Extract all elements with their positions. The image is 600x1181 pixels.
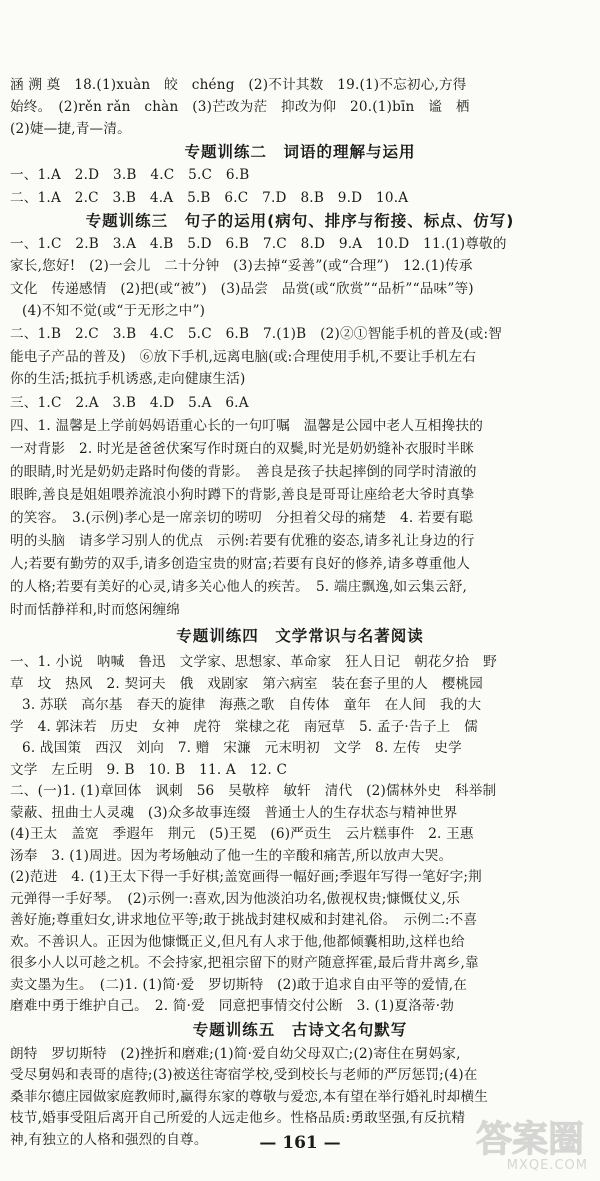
text-line: 卖文墨为生。 (二)1. (1)简·爱 罗切斯特 (2)敢于追求自由平等的爱情,在 — [10, 976, 468, 993]
text-line: 汤奉 3. (1)周进。因为考场触动了他一生的辛酸和痛苦,所以放声大哭。 — [10, 847, 453, 864]
text-line: (2)婕—捷,青—清。 — [10, 121, 131, 137]
text-line: 一、1. 小说 呐喊 鲁迅 文学家、思想家、革命家 狂人日记 朝花夕拾 野 — [10, 654, 497, 670]
text-line: 草 坟 热风 2. 契诃夫 俄 戏剧家 第六病室 装在套子里的人 樱桃园 — [10, 675, 484, 692]
text-line: (4)不知不觉(或“于无形之中”) — [22, 303, 206, 319]
text-line: 三、1.C 2.A 3.B 4.D 5.A 6.A — [10, 395, 249, 411]
text-line: 文化 传递感情 (2)把(或“被”) (3)品尝 品赏(或“欣赏”“品析”“品味”等) — [10, 281, 474, 297]
text-line: 家长,您好! (2)一会儿 二十分钟 (3)去掉“妥善”(或“合理”) 12.(1)传承 — [10, 258, 473, 274]
text-line: 很多小人以可趁之机。不会持家,把祖宗留下的财产随意挥霍,最后背井离乡,靠 — [10, 955, 479, 971]
text-line: 6. 战国策 西汉 刘向 7. 赠 宋濂 元末明初 文学 8. 左传 史学 — [22, 740, 462, 756]
text-line: 始终。 (2)rěn rǎn chàn (3)芒改为茫 抑改为仰 20.(1)bīn 谧 栖 — [10, 99, 470, 115]
text-line: 一、1.C 2.B 3.A 4.B 5.D 6.B 7.C 8.D 9.A 10.D 11.(1)尊敬的 — [10, 236, 507, 252]
text-line: 元弹得一手好琴。 (2)示例一:喜欢,因为他淡泊功名,傲视权贵;慷慨仗义,乐 — [10, 890, 460, 907]
text-line: 的眼睛,时光是奶奶走路时佝偻的背影。 善良是孩子扶起摔倒的同学时清澈的 — [10, 464, 477, 480]
text-line: 二、1.B 2.C 3.B 4.C 5.C 6.B 7.(1)B (2)②①智能手机的普及(或:智 — [10, 326, 503, 342]
text-line: (2)范进 4. (1)王太下得一手好棋;盖宽画得一幅好画;季遐年写得一笔好字;荆 — [10, 869, 482, 885]
text-line: 眼眸,善良是姐姐喂养流浪小狗时蹲下的背影,善良是哥哥让座给老大爷时真挚 — [10, 487, 475, 503]
watermark-logo — [438, 1111, 588, 1173]
text-line: 善好施;尊重妇女,讲求地位平等;敢于挑战封建权威和封建礼俗。 示例二:不喜 — [10, 912, 478, 928]
section-heading-4: 专题训练四 文学常识与名著阅读 — [176, 627, 424, 645]
text-line: 人;若要有勤劳的双手,请多创造宝贵的财富;若要有良好的修养,请多尊重他人 — [10, 556, 470, 572]
text-line: 二、1.A 2.C 3.B 4.A 5.B 6.C 7.D 8.B 9.D 10.A — [10, 190, 409, 206]
text-line: (4)王太 盖宽 季遐年 荆元 (5)王冕 (6)严贡生 云片糕事件 2. 王惠 — [10, 826, 474, 842]
text-line: 能电子产品的普及) ⑥放下手机,远离电脑(或:合理使用手机,不要让手机左右 — [10, 349, 477, 365]
text-line: 磨难中勇于维护自己。 2. 简·爱 同意把事情交付公断 3. (1)夏洛蒂·勃 — [10, 998, 455, 1014]
text-line: 明的头脑 请多学习别人的优点 示例:若要有优雅的姿态,请多礼让身边的行 — [10, 533, 475, 549]
text-line: 四、1. 温馨是上学前妈妈语重心长的一句叮嘱 温馨是公园中老人互相搀扶的 — [10, 418, 484, 434]
page-number: — 161 — — [259, 1133, 341, 1153]
text-line: 欢。不善识人。正因为他慷慨正义,但凡有人求于他,他都倾囊相助,这样也给 — [10, 933, 465, 950]
text-line: 的笑容。 3.(示例)孝心是一席亲切的唠叨 分担着父母的痛楚 4. 若要有聪 — [10, 510, 474, 526]
text-line: 二、(一)1. (1)章回体 讽刺 56 吴敬梓 敏轩 清代 (2)儒林外史 科举制 — [10, 783, 497, 799]
text-line: 一、1.A 2.D 3.B 4.C 5.C 6.B — [10, 167, 250, 183]
text-line: 你的生活;抵抗手机诱惑,走向健康生活) — [10, 371, 246, 387]
text-line: 3. 苏联 高尔基 春天的旋律 海燕之歌 自传体 童年 在人间 我的大 — [22, 697, 482, 713]
text-line: 朗特 罗切斯特 (2)挫折和磨难;(1)简·爱自幼父母双亡;(2)寄住在舅妈家, — [10, 1045, 461, 1062]
text-line: 涵 溯 奠 18.(1)xuàn 皎 chéng (2)不计其数 19.(1)不忘初心,方得 — [10, 77, 467, 93]
section-heading-2: 专题训练二 词语的理解与运用 — [184, 143, 416, 161]
text-line: 一对背影 2. 时光是爸爸伏案写作时斑白的双鬓,时光是奶奶缝补衣服时半眯 — [10, 441, 474, 457]
text-line: 神,有独立的人格和强烈的自尊。 — [10, 1131, 208, 1148]
watermark-url: MXQE.COM — [506, 1158, 588, 1173]
section-heading-3: 专题训练三 句子的运用(病句、排序与衔接、标点、仿写) — [85, 212, 515, 230]
text-line: 学 4. 郭沫若 历史 女神 虎符 棠棣之花 南冠草 5. 孟子·告子上 儒 — [10, 718, 478, 735]
text-line: 时而恬静祥和,时而悠闲缠绵 — [10, 602, 181, 618]
text-line: 枝节,婚事受阻后离开自己所爱的人远走他乡。性格品质:勇敢坚强,有反抗精 — [10, 1110, 466, 1126]
text-line: 的人格;若要有美好的心灵,请多关心他人的疾苦。 5. 端庄飘逸,如云集云舒, — [10, 579, 468, 595]
watermark-logo-text: 答案圈 — [475, 1119, 584, 1160]
section-heading-5: 专题训练五 古诗文名句默写 — [192, 1020, 408, 1039]
text-line: 桑菲尔德庄园做家庭教师时,赢得东家的尊敬与爱恋,本有望在举行婚礼时却横生 — [10, 1088, 489, 1105]
text-line: 蒙蔽、扭曲士人灵魂 (3)众多故事连缀 普通士人的生存状态与精神世界 — [10, 804, 458, 821]
text-line: 受尽舅妈和表哥的虐待;(3)被送往寄宿学校,受到校长与老师的严厉惩罚;(4)在 — [10, 1067, 478, 1083]
text-line: 文学 左丘明 9. B 10. B 11. A 12. C — [10, 761, 288, 778]
